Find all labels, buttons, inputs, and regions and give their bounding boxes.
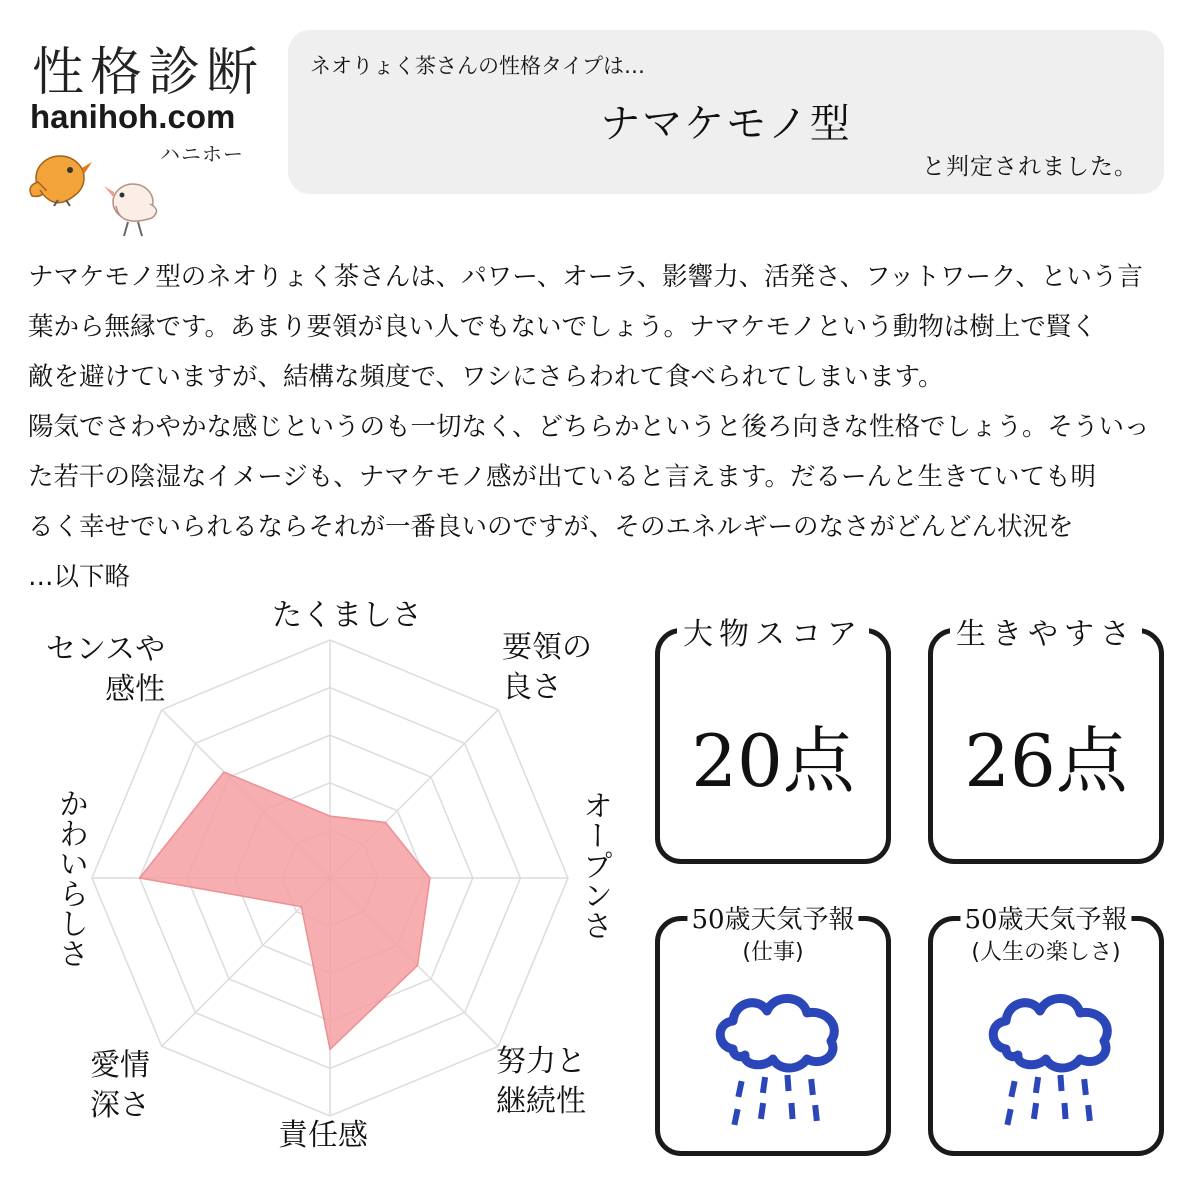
description-text: ナマケモノ型のネオりょく茶さんは、パワー、オーラ、影響力、活発さ、フットワーク、という言 葉から無縁です。あまり要領が良い人でもないでしょう。ナマケモノという動物は樹上で賢く 敵を避けていますが、結構な頻度で、ワシにさらわれて食べられてしまいます。 陽気でさわやかな感じというのも一切なく、どちらかというと後ろ向きな性格でしょう。そういっ た若干の陰湿なイメージも、ナマケモノ感が出ていると言えます。だるーんと生きていても明 るく幸せでいられるならそれが一番良いのですが、そのエネルギーのなさがどんどん状況を …以下略 bbox=[28, 262, 1150, 592]
result-outro: と判定されました。 bbox=[922, 154, 1138, 180]
logo-kana: ハニホー bbox=[160, 142, 244, 166]
radar-label-openness: オープンさ bbox=[577, 790, 612, 940]
radar-label-cuteness: かわいらしさ bbox=[53, 788, 88, 968]
radar-label-sense: センスや 感性 bbox=[46, 632, 166, 707]
radar-label-affection: 愛情 深さ bbox=[90, 1048, 150, 1123]
forecast-card-work bbox=[655, 905, 891, 1156]
result-intro: ネオりょく茶さんの性格タイプは… bbox=[310, 54, 645, 78]
score-card-ease-of-living bbox=[928, 617, 1164, 864]
score-card-title: 大物スコア bbox=[677, 609, 869, 653]
score-card-value: 26点 bbox=[964, 719, 1128, 803]
forecast-title: 50歳天気予報 bbox=[687, 899, 858, 936]
logo-domain: hanihoh.com bbox=[30, 98, 236, 135]
radar-label-responsibility: 責任感 bbox=[278, 1118, 368, 1153]
forecast-subtitle: (仕事) bbox=[742, 940, 804, 965]
logo-title: 性格診断 bbox=[32, 43, 265, 103]
forecast-title: 50歳天気予報 bbox=[960, 899, 1131, 936]
radar-chart bbox=[0, 590, 660, 1200]
personality-type: ナマケモノ型 bbox=[600, 101, 852, 147]
score-card-value: 20点 bbox=[691, 719, 855, 803]
forecast-card-life-enjoyment bbox=[928, 905, 1164, 1156]
rain-cloud-icon bbox=[703, 979, 853, 1129]
radar-label-effort: 努力と 継続性 bbox=[496, 1044, 586, 1119]
score-card-title: 生きやすさ bbox=[950, 609, 1142, 653]
rain-cloud-icon bbox=[976, 979, 1126, 1129]
chick-mascot-icon bbox=[20, 140, 170, 245]
radar-label-savvy: 要領の 良さ bbox=[502, 630, 592, 705]
forecast-subtitle: (人生の楽しさ) bbox=[971, 940, 1121, 965]
radar-label-toughness: たくましさ bbox=[272, 598, 422, 633]
score-card-big-shot bbox=[655, 617, 891, 864]
radar-value-area bbox=[140, 772, 430, 1049]
result-box bbox=[288, 30, 1164, 194]
